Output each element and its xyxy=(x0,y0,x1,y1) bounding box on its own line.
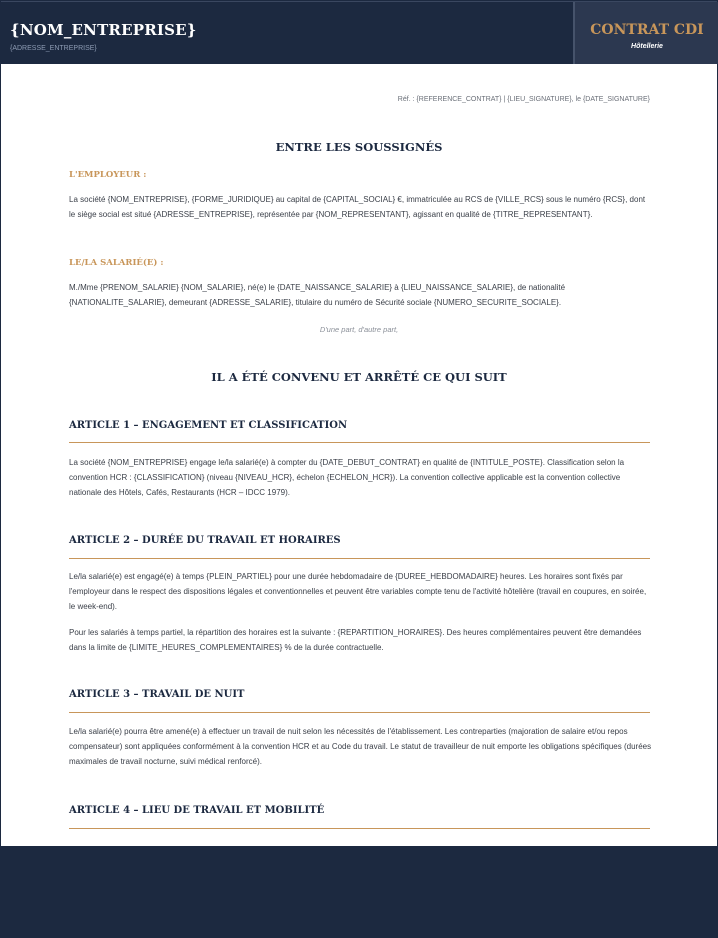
article-4-title: ARTICLE 4 – LIEU DE TRAVAIL ET MOBILITÉ xyxy=(69,805,325,816)
company-address: {ADRESSE_ENTREPRISE} xyxy=(10,45,97,52)
document-header xyxy=(1,1,717,64)
article-1-paragraph: La société {NOM_ENTREPRISE} engage le/la salarié(e) à compter du {DATE_DEBUT_CONTRAT} en qualité de {INTITULE_POSTE}. Classification selon la convention HCR : {CLASSIFICATION} (niveau {NIVEAU_HCR}, échelon {ECHELON_HCR}). La convention collective applicable est la convention collective nationale des Hôtels, Cafés, Restaurants (HCR – IDCC 1979). xyxy=(69,458,625,497)
employee-label: LE/LA SALARIÉ(E) : xyxy=(69,258,164,268)
contract-title: CONTRAT CDI xyxy=(590,22,704,38)
article-2-paragraph: Le/la salarié(e) est engagé(e) à temps {PLEIN_PARTIEL} pour une durée hebdomadaire de {DUREE_HEBDOMADAIRE} heures. Les horaires sont fixés par l'employeur dans le respect des dispositions légales et conventionnelles et peuvent être variables compte tenu de l'activité hôtelière (travail en coupures, en soirée, le week-end). xyxy=(69,572,647,611)
employee-text: M./Mme {PRENOM_SALARIE} {NOM_SALARIE}, né(e) le {DATE_NAISSANCE_SALARIE} à {LIEU_NAISSANCE_SALARIE}, de nationalité {NATIONALITE_SALARIE}, demeurant {ADRESSE_SALARIE}, titulaire du numéro de Sécurité sociale {NUMERO_SECURITE_SOCIALE}. xyxy=(69,283,566,307)
document-footer xyxy=(1,847,717,937)
article-3-paragraph: Le/la salarié(e) pourra être amené(e) à effectuer un travail de nuit selon les nécessités de l'établissement. Les contreparties (majoration de salaire et/ou repos compensateur) sont appliquées conformément à la convention HCR et au Code du travail. Le statut de travailleur de nuit emporte les obligations spécifiques (durées maximales de travail nocturne, suivi médical renforcé). xyxy=(69,727,652,766)
article-1-divider xyxy=(69,442,650,443)
employer-label: L'EMPLOYEUR : xyxy=(69,170,147,180)
article-3-title: ARTICLE 3 – TRAVAIL DE NUIT xyxy=(69,689,245,700)
article-2-title: ARTICLE 2 – DURÉE DU TRAVAIL ET HORAIRES xyxy=(69,535,341,546)
document-page xyxy=(1,64,717,846)
company-name: {NOM_ENTREPRISE} xyxy=(10,21,197,39)
employer-text: La société {NOM_ENTREPRISE}, {FORME_JURIDIQUE} au capital de {CAPITAL_SOCIAL} €, immatriculée au RCS de {VILLE_RCS} sous le numéro {RCS}, dont le siège social est situé {ADRESSE_ENTREPRISE}, représentée par {NOM_REPRESENTANT}, agissant en qualité de {TITRE_REPRESENTANT}. xyxy=(69,195,646,219)
parties-separator: D'une part, d'autre part, xyxy=(319,325,399,334)
article-1-title: ARTICLE 1 – ENGAGEMENT ET CLASSIFICATION xyxy=(69,420,348,431)
contract-sector: Hôtellerie xyxy=(631,43,663,50)
article-4-divider xyxy=(69,828,650,829)
article-3-divider xyxy=(69,712,650,713)
article-2-paragraph: Pour les salariés à temps partiel, la répartition des horaires est la suivante : {REPARTITION_HORAIRES}. Des heures complémentaires peuvent être demandées dans la limite de {LIMITE_HEURES_COMPLEMENTAIRES} % de la durée contractuelle. xyxy=(69,628,642,652)
article-2-divider xyxy=(69,558,650,559)
parties-title: ENTRE LES SOUSSIGNÉS xyxy=(275,140,443,154)
contract-reference: Réf. : {REFERENCE_CONTRAT} | {LIEU_SIGNATURE}, le {DATE_SIGNATURE} xyxy=(397,96,650,103)
contract-type-box xyxy=(573,2,718,64)
agreement-title: IL A ÉTÉ CONVENU ET ARRÊTÉ CE QUI SUIT xyxy=(211,370,507,384)
